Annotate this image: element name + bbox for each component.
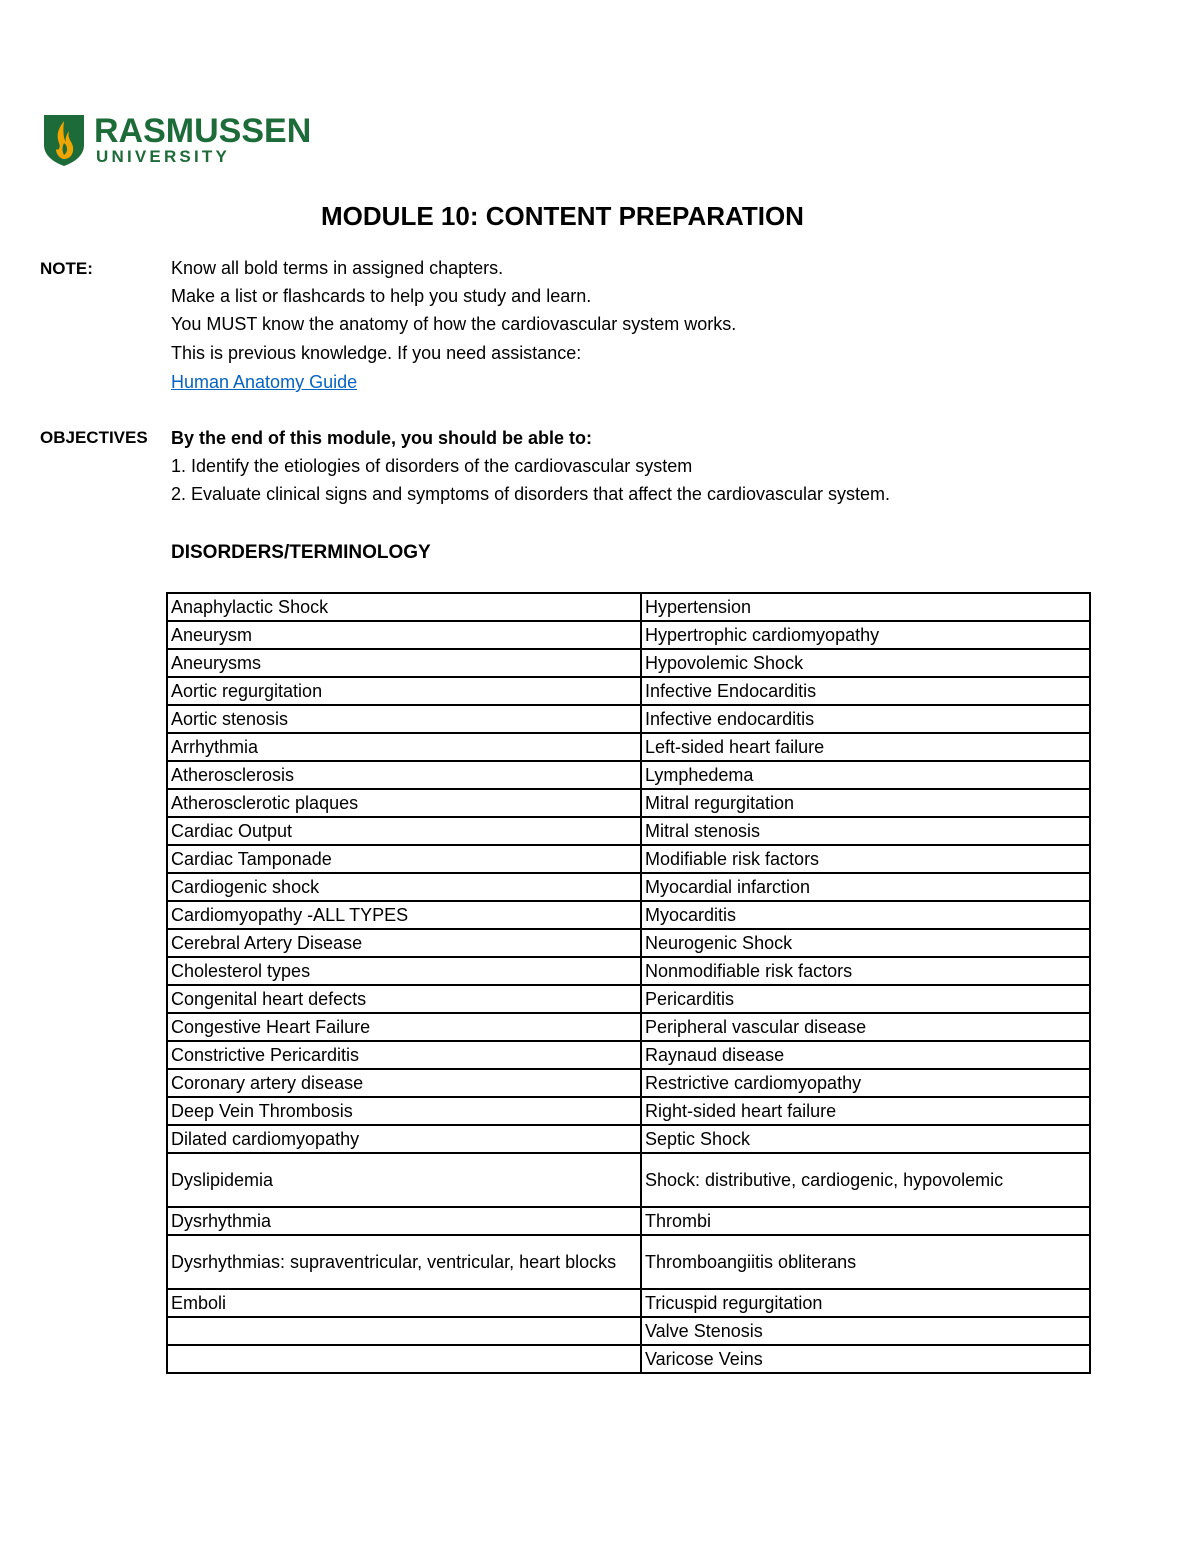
term-cell-left: Coronary artery disease (167, 1069, 641, 1097)
table-row (167, 1069, 1090, 1097)
term-cell-right: Hypertrophic cardiomyopathy (641, 621, 1090, 649)
term-cell-left: Atherosclerosis (167, 761, 641, 789)
table-row (167, 1317, 1090, 1345)
term-cell-right: Hypovolemic Shock (641, 649, 1090, 677)
term-cell-right: Infective endocarditis (641, 705, 1090, 733)
note-line: Know all bold terms in assigned chapters. (171, 258, 504, 278)
term-cell-right: Modifiable risk factors (641, 845, 1090, 873)
section-heading: DISORDERS/TERMINOLOGY (171, 542, 431, 563)
table-row (167, 1207, 1090, 1235)
term-cell-left: Cardiomyopathy -ALL TYPES (167, 901, 641, 929)
term-cell-left (167, 1317, 641, 1345)
table-row (167, 789, 1090, 817)
term-cell-right: Septic Shock (641, 1125, 1090, 1153)
table-row (167, 817, 1090, 845)
table-row (167, 1153, 1090, 1207)
logo-name-line1: RASMUSSEN (94, 112, 312, 150)
table-row (167, 1125, 1090, 1153)
term-cell-right: Shock: distributive, cardiogenic, hypovolemic (641, 1153, 1090, 1207)
table-row (167, 621, 1090, 649)
term-cell-right: Hypertension (641, 593, 1090, 621)
term-cell-right: Restrictive cardiomyopathy (641, 1069, 1090, 1097)
table-row (167, 901, 1090, 929)
term-cell-left: Cardiac Tamponade (167, 845, 641, 873)
term-cell-right: Myocarditis (641, 901, 1090, 929)
table-row (167, 1097, 1090, 1125)
terms-table (166, 592, 1091, 1374)
term-cell-left: Cholesterol types (167, 957, 641, 985)
table-row (167, 705, 1090, 733)
term-cell-right: Right-sided heart failure (641, 1097, 1090, 1125)
note-line: This is previous knowledge. If you need assistance: (171, 343, 582, 363)
term-cell-left: Aneurysms (167, 649, 641, 677)
university-logo (42, 112, 312, 169)
table-row (167, 649, 1090, 677)
term-cell-right: Pericarditis (641, 985, 1090, 1013)
term-cell-right: Thromboangiitis obliterans (641, 1235, 1090, 1289)
term-cell-right: Nonmodifiable risk factors (641, 957, 1090, 985)
table-row (167, 957, 1090, 985)
table-row (167, 677, 1090, 705)
term-cell-left: Dysrhythmia (167, 1207, 641, 1235)
table-row (167, 1041, 1090, 1069)
term-cell-left: Aortic regurgitation (167, 677, 641, 705)
term-cell-right: Peripheral vascular disease (641, 1013, 1090, 1041)
flame-shield-icon (42, 113, 86, 167)
objective-item: 1. Identify the etiologies of disorders of the cardiovascular system (171, 456, 693, 476)
table-row (167, 761, 1090, 789)
term-cell-left: Cerebral Artery Disease (167, 929, 641, 957)
term-cell-right: Mitral regurgitation (641, 789, 1090, 817)
term-cell-right: Myocardial infarction (641, 873, 1090, 901)
term-cell-left: Cardiac Output (167, 817, 641, 845)
table-row (167, 1289, 1090, 1317)
term-cell-left (167, 1345, 641, 1373)
page-title: MODULE 10: CONTENT PREPARATION (321, 201, 804, 231)
table-row (167, 1345, 1090, 1373)
table-row (167, 733, 1090, 761)
objectives-label: OBJECTIVES (40, 428, 148, 447)
term-cell-right: Neurogenic Shock (641, 929, 1090, 957)
objective-item: 2. Evaluate clinical signs and symptoms of disorders that affect the cardiovascular system. (171, 484, 890, 504)
logo-name-line2: UNIVERSITY (96, 147, 231, 166)
note-line: You MUST know the anatomy of how the cardiovascular system works. (171, 314, 737, 334)
term-cell-right: Valve Stenosis (641, 1317, 1090, 1345)
term-cell-left: Dysrhythmias: supraventricular, ventricular, heart blocks (167, 1235, 641, 1289)
term-cell-left: Dyslipidemia (167, 1153, 641, 1207)
term-cell-left: Emboli (167, 1289, 641, 1317)
table-row (167, 593, 1090, 621)
table-row (167, 873, 1090, 901)
human-anatomy-guide-link[interactable]: Human Anatomy Guide (171, 372, 358, 392)
term-cell-right: Lymphedema (641, 761, 1090, 789)
table-row (167, 1235, 1090, 1289)
term-cell-left: Congestive Heart Failure (167, 1013, 641, 1041)
term-cell-right: Tricuspid regurgitation (641, 1289, 1090, 1317)
term-cell-left: Arrhythmia (167, 733, 641, 761)
term-cell-left: Congenital heart defects (167, 985, 641, 1013)
term-cell-left: Aortic stenosis (167, 705, 641, 733)
term-cell-left: Anaphylactic Shock (167, 593, 641, 621)
term-cell-left: Cardiogenic shock (167, 873, 641, 901)
term-cell-right: Left-sided heart failure (641, 733, 1090, 761)
note-line: Make a list or flashcards to help you study and learn. (171, 286, 592, 306)
table-row (167, 845, 1090, 873)
table-row (167, 1013, 1090, 1041)
term-cell-right: Thrombi (641, 1207, 1090, 1235)
term-cell-left: Deep Vein Thrombosis (167, 1097, 641, 1125)
term-cell-left: Aneurysm (167, 621, 641, 649)
term-cell-right: Mitral stenosis (641, 817, 1090, 845)
note-label: NOTE: (40, 259, 93, 278)
table-row (167, 929, 1090, 957)
term-cell-left: Constrictive Pericarditis (167, 1041, 641, 1069)
term-cell-right: Varicose Veins (641, 1345, 1090, 1373)
objectives-intro: By the end of this module, you should be able to: (171, 428, 593, 448)
term-cell-right: Infective Endocarditis (641, 677, 1090, 705)
term-cell-right: Raynaud disease (641, 1041, 1090, 1069)
term-cell-left: Dilated cardiomyopathy (167, 1125, 641, 1153)
table-row (167, 985, 1090, 1013)
term-cell-left: Atherosclerotic plaques (167, 789, 641, 817)
